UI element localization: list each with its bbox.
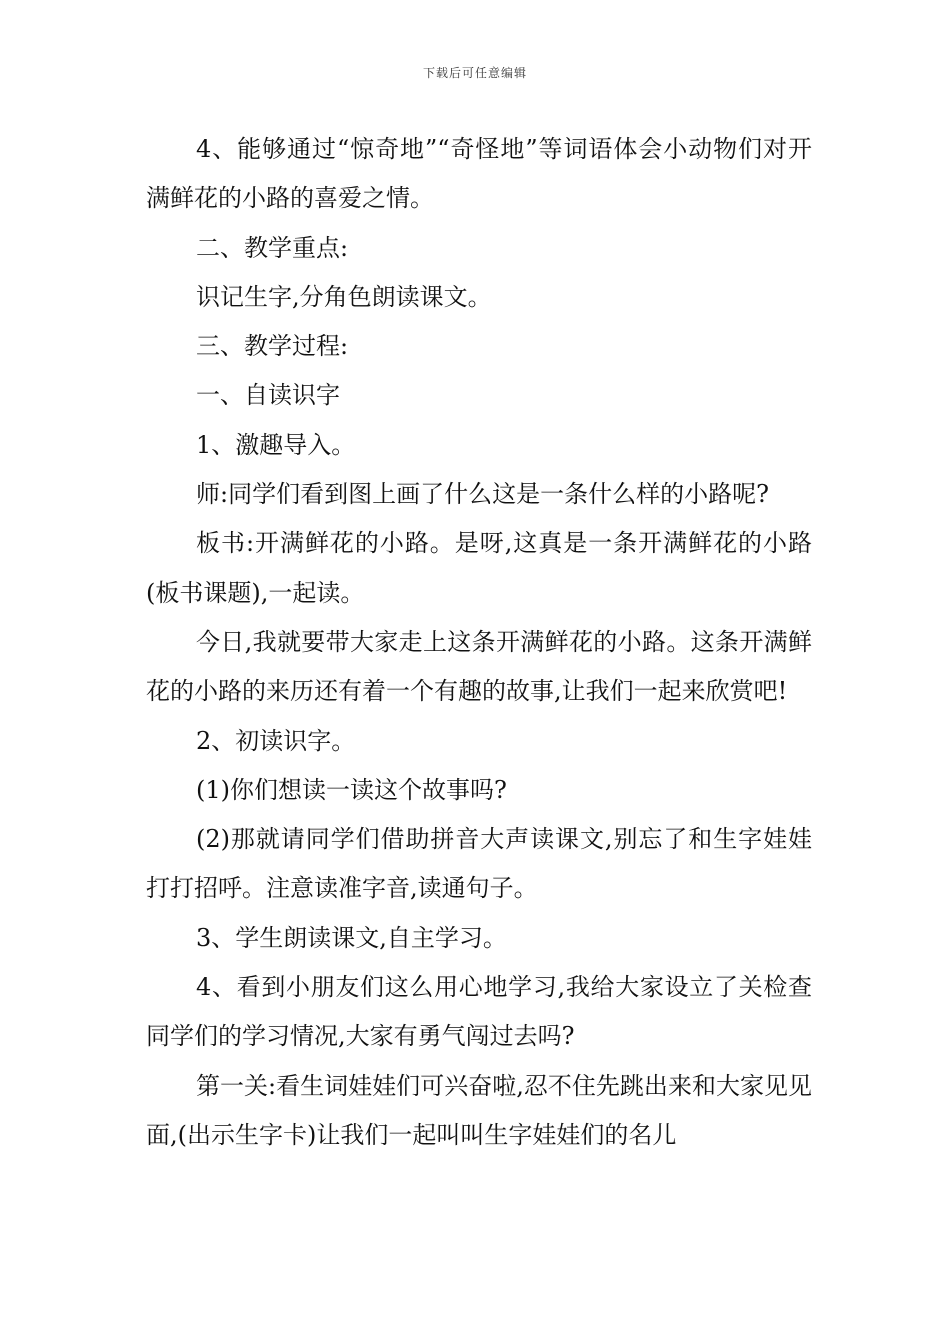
paragraph-teacher-question: 师:同学们看到图上画了什么这是一条什么样的小路呢?	[196, 480, 769, 509]
page-header-note: 下载后可任意编辑	[422, 66, 527, 80]
paragraph-objective-4: 4、能够通过“惊奇地”“奇怪地”等词语体会小动物们对开满鲜花的小路的喜爱之情。	[146, 135, 812, 213]
paragraph-heading-self-reading: 一、自读识字	[196, 381, 340, 410]
paragraph-step-3: 3、学生朗读课文,自主学习。	[196, 923, 507, 952]
paragraph-step-1: 1、激趣导入。	[196, 430, 356, 459]
paragraph-sub-1: (1)你们想读一读这个故事吗?	[196, 775, 507, 804]
paragraph-heading-key-points: 二、教学重点:	[196, 233, 349, 262]
paragraph-step-4: 4、看到小朋友们这么用心地学习,我给大家设立了关检查同学们的学习情况,大家有勇气闯过去吗?	[146, 973, 812, 1051]
paragraph-step-2: 2、初读识字。	[196, 726, 356, 755]
paragraph-blackboard: 板书:开满鲜花的小路。是呀,这真是一条开满鲜花的小路(板书课题),一起读。	[146, 529, 812, 607]
paragraph-first-level: 第一关:看生词娃娃们可兴奋啦,忍不住先跳出来和大家见见面,(出示生字卡)让我们一起叫叫生字娃娃们的名儿	[146, 1071, 812, 1149]
document-body	[146, 125, 812, 1160]
paragraph-today: 今日,我就要带大家走上这条开满鲜花的小路。这条开满鲜花的小路的来历还有着一个有趣的故事,让我们一起来欣赏吧!	[146, 627, 812, 706]
paragraph-sub-2: (2)那就请同学们借助拼音大声读课文,别忘了和生字娃娃打打招呼。注意读准字音,读通句子。	[146, 825, 812, 903]
paragraph-key-points: 识记生字,分角色朗读课文。	[196, 282, 492, 311]
paragraph-heading-process: 三、教学过程:	[196, 332, 349, 361]
